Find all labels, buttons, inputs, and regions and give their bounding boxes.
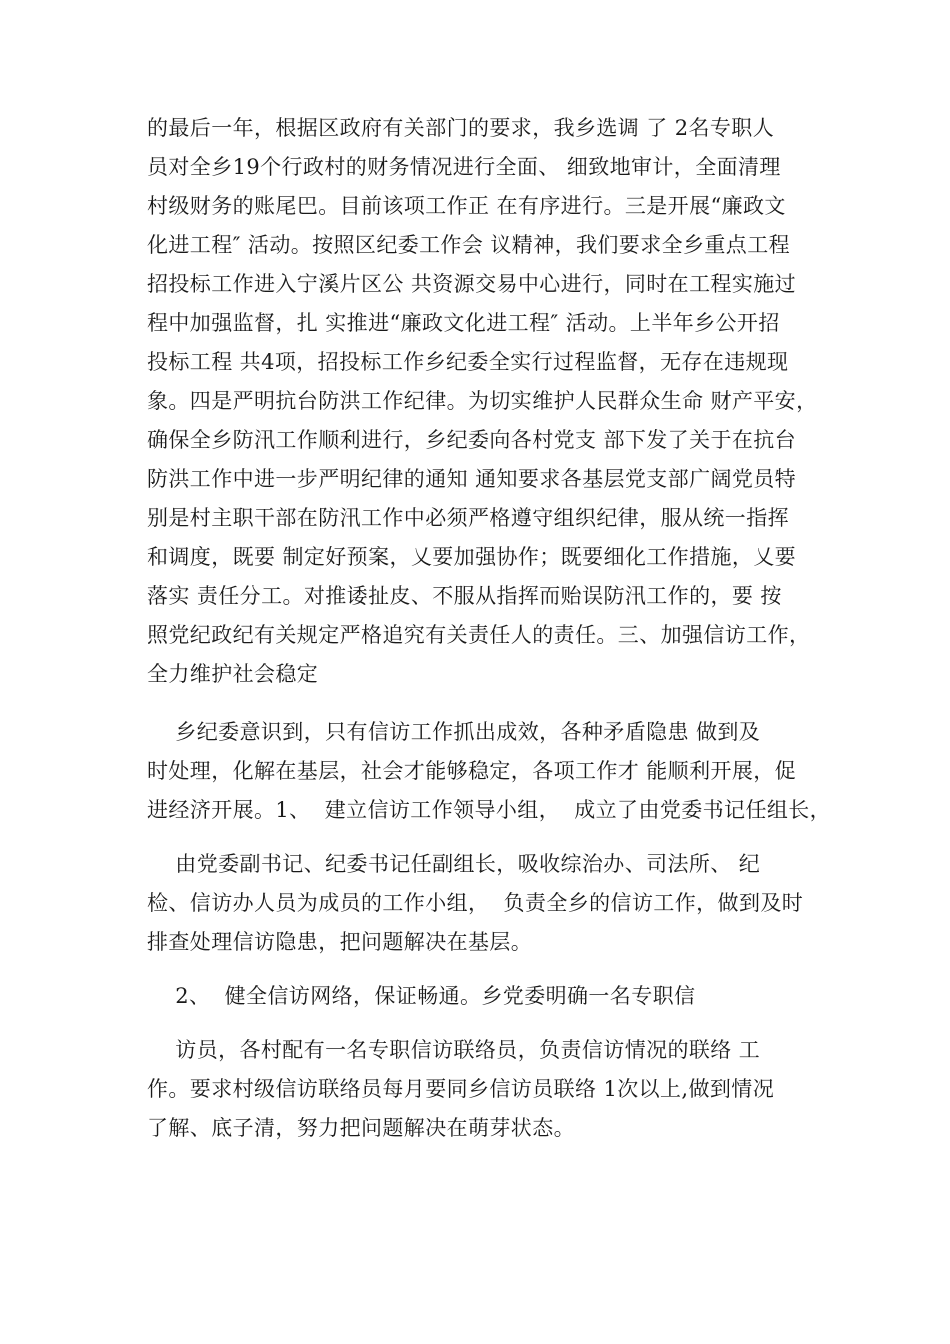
text-line: 化进工程″ 活动。按照区纪委工作会 议精神，我们要求全乡重点工程 [147, 233, 790, 257]
text-line: 访员，各村配有一名专职信访联络员，负责信访情况的联络 工 [147, 1038, 761, 1062]
text-line: 进经济开展。1、 建立信访工作领导小组， 成立了由党委书记任组长， [147, 798, 832, 822]
text-line: 程中加强监督，扎 实推进“廉政文化进工程″ 活动。上半年乡公开招 [147, 311, 780, 335]
text-line: 作。要求村级信访联络员每月要同乡信访员联络 1次以上,做到情况 [147, 1077, 775, 1101]
text-line: 确保全乡防汛工作顺利进行，乡纪委向各村党支 部下发了关于在抗台 [147, 428, 797, 452]
text-line: 了解、底子清，努力把问题解决在萌芽状态。 [147, 1116, 575, 1140]
text-line: 村级财务的账尾巴。目前该项工作正 在有序进行。三是开展“廉政文 [147, 194, 786, 218]
text-line: 招投标工作进入宁溪片区公 共资源交易中心进行，同时在工程实施过 [147, 272, 797, 296]
text-line: 象。四是严明抗台防洪工作纪律。为切实维护人民群众生命 财产平安， [147, 389, 818, 413]
text-line: 由党委副书记、纪委书记任副组长，吸收综治办、司法所、 纪 [147, 852, 761, 876]
text-line: 员对全乡19个行政村的财务情况进行全面、 细致地审计，全面清理 [147, 155, 781, 179]
text-line: 时处理，化解在基层，社会才能够稳定，各项工作才 能顺利开展，促 [147, 759, 797, 783]
text-line: 乡纪委意识到，只有信访工作抓出成效，各种矛盾隐患 做到及 [147, 720, 761, 744]
text-line: 2、 健全信访网络，保证畅通。乡党委明确一名专职信 [147, 984, 696, 1008]
text-line: 全力维护社会稳定 [147, 662, 319, 686]
text-line: 照党纪政纪有关规定严格追究有关责任人的责任。三、加强信访工作， [147, 623, 811, 647]
text-line: 检、信访办人员为成员的工作小组， 负责全乡的信访工作，做到及时 [147, 891, 804, 915]
text-line: 别是村主职干部在防汛工作中必须严格遵守组织纪律，服从统一指挥 [147, 506, 789, 530]
text-line: 排查处理信访隐患，把问题解决在基层。 [147, 930, 533, 954]
text-line: 投标工程 共4项，招投标工作乡纪委全实行过程监督，无存在违规现 [147, 350, 789, 374]
text-line: 落实 责任分工。对推诿扯皮、不服从指挥而贻误防汛工作的，要 按 [147, 584, 782, 608]
text-line: 的最后一年，根据区政府有关部门的要求，我乡选调 了 2名专职人 [147, 116, 775, 140]
text-line: 和调度，既要 制定好预案，乂要加强协作；既要细化工作措施，乂要 [147, 545, 797, 569]
text-line: 防洪工作中进一步严明纪律的通知 通知要求各基层党支部广阔党员特 [147, 467, 797, 491]
